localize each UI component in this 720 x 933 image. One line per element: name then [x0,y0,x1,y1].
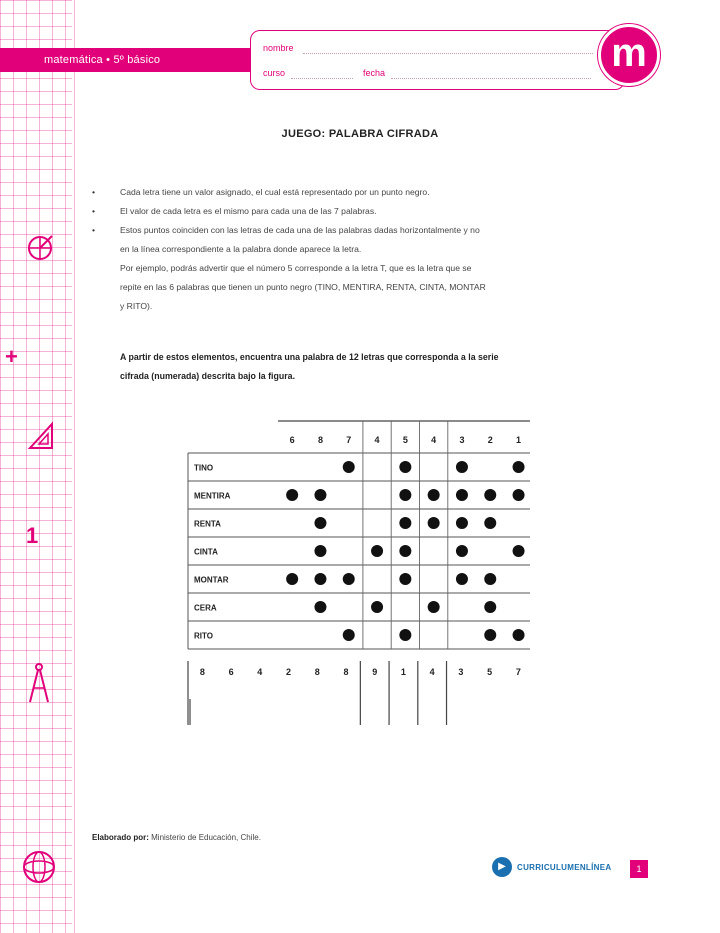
date-field[interactable] [391,78,591,79]
credit-label: Elaborado por: [92,833,149,842]
cipher-dot [513,489,525,501]
series-number: 6 [228,667,234,677]
cipher-dot [456,573,468,585]
cipher-dot [399,629,411,641]
cipher-dot [428,517,440,529]
course-label: curso [263,68,286,78]
student-info-box [250,30,625,90]
series-number: 1 [400,667,406,677]
credit-line [92,833,261,842]
cipher-word: RENTA [194,519,221,529]
rules-list [92,183,632,316]
rule-text: repite en las 6 palabras que tienen un punto negro (TINO, MENTIRA, RENTA, CINTA, MONTAR [120,282,486,292]
column-number: 2 [487,435,493,445]
name-field[interactable] [303,53,593,54]
cipher-dot [428,489,440,501]
cipher-dot [371,545,383,557]
rule-item [92,183,632,202]
cipher-dot [399,461,411,473]
cipher-dot [428,601,440,613]
cipher-dot [399,489,411,501]
series-number: 8 [314,667,320,677]
rule-item [92,202,632,221]
instruction-line: cifrada (numerada) descrita bajo la figura. [120,371,296,381]
cipher-word: MONTAR [194,575,229,585]
cipher-dot [484,573,496,585]
cipher-dot [343,629,355,641]
cipher-dot [484,629,496,641]
cipher-dot [456,461,468,473]
rule-text: Por ejemplo, podrás advertir que el número 5 corresponde a la letra T, que es la letra que se [120,263,472,273]
series-number: 2 [286,667,292,677]
subject-separator: • [106,54,111,66]
cipher-word: RITO [194,631,213,641]
cipher-dot [314,489,326,501]
set-square-icon [26,420,56,452]
cipher-dot [343,461,355,473]
cipher-dot [513,629,525,641]
instruction-line: A partir de estos elementos, encuentra una palabra de 12 letras que corresponda a la serie [120,352,499,362]
column-number: 1 [516,435,522,445]
series-number: 7 [515,667,521,677]
date-label: fecha [363,68,386,78]
cipher-word: MENTIRA [194,491,231,501]
cipher-dot [314,601,326,613]
rule-item [92,221,632,316]
cipher-dot [484,489,496,501]
cipher-word: CINTA [194,547,218,557]
cipher-word: TINO [194,463,214,473]
cipher-dot [343,573,355,585]
credit-value: Ministerio de Educación, Chile. [151,833,261,842]
subject-label: matemática [44,54,103,66]
column-number: 4 [431,435,437,445]
instruction-text [120,348,630,386]
column-number: 8 [317,435,323,445]
column-number: 5 [402,435,408,445]
column-number: 6 [289,435,295,445]
cipher-dot [484,517,496,529]
cipher-dot [399,545,411,557]
series-number: 4 [429,667,435,677]
plus-icon: + [5,344,18,369]
grade-label: 5º básico [113,54,161,66]
cipher-dot [286,489,298,501]
brand-logo[interactable] [492,857,611,877]
brand-name: CURRICULUMENLÍNEA [517,862,612,872]
cipher-dot [513,545,525,557]
rule-text: • Cada letra tiene un valor asignado, el cual está representado por un punto negro. [120,187,430,197]
rule-text: en la línea correspondiente a la palabra donde aparece la letra. [120,244,362,254]
rule-text: y RITO). [120,301,153,311]
cipher-word: CERA [194,603,217,613]
cipher-dot [456,517,468,529]
cipher-dot [456,489,468,501]
cipher-dot [314,517,326,529]
protractor-icon [26,232,56,262]
cipher-dot [314,545,326,557]
page-number: 1 [630,860,648,878]
rule-text: • El valor de cada letra es el mismo para cada una de las 7 palabras. [120,206,377,216]
subject-logo: m [598,24,660,86]
number-one-icon: 1 [26,523,39,548]
series-number: 8 [343,667,349,677]
name-label: nombre [263,43,294,53]
cipher-dot [484,601,496,613]
cipher-dot [286,573,298,585]
series-number: 3 [458,667,464,677]
series-number: 5 [487,667,493,677]
series-number: 8 [199,667,205,677]
column-number: 7 [346,435,352,445]
column-number: 4 [374,435,380,445]
series-number: 9 [372,667,378,677]
page-title: JUEGO: PALABRA CIFRADA [281,128,439,140]
course-field[interactable] [291,78,353,79]
cipher-table [180,415,530,725]
cipher-dot [399,517,411,529]
cipher-dot [456,545,468,557]
cipher-dot [371,601,383,613]
subject-band [0,48,250,72]
cipher-dot [314,573,326,585]
cipher-dot [513,461,525,473]
rule-text: • Estos puntos coinciden con las letras de cada una de las palabras dadas horizontalmente y no [120,225,480,235]
series-number: 4 [257,667,263,677]
column-number: 3 [459,435,465,445]
cipher-dot [399,573,411,585]
sphere-icon [20,848,58,886]
play-icon: ▶ [492,857,512,877]
compass-icon [26,662,52,706]
